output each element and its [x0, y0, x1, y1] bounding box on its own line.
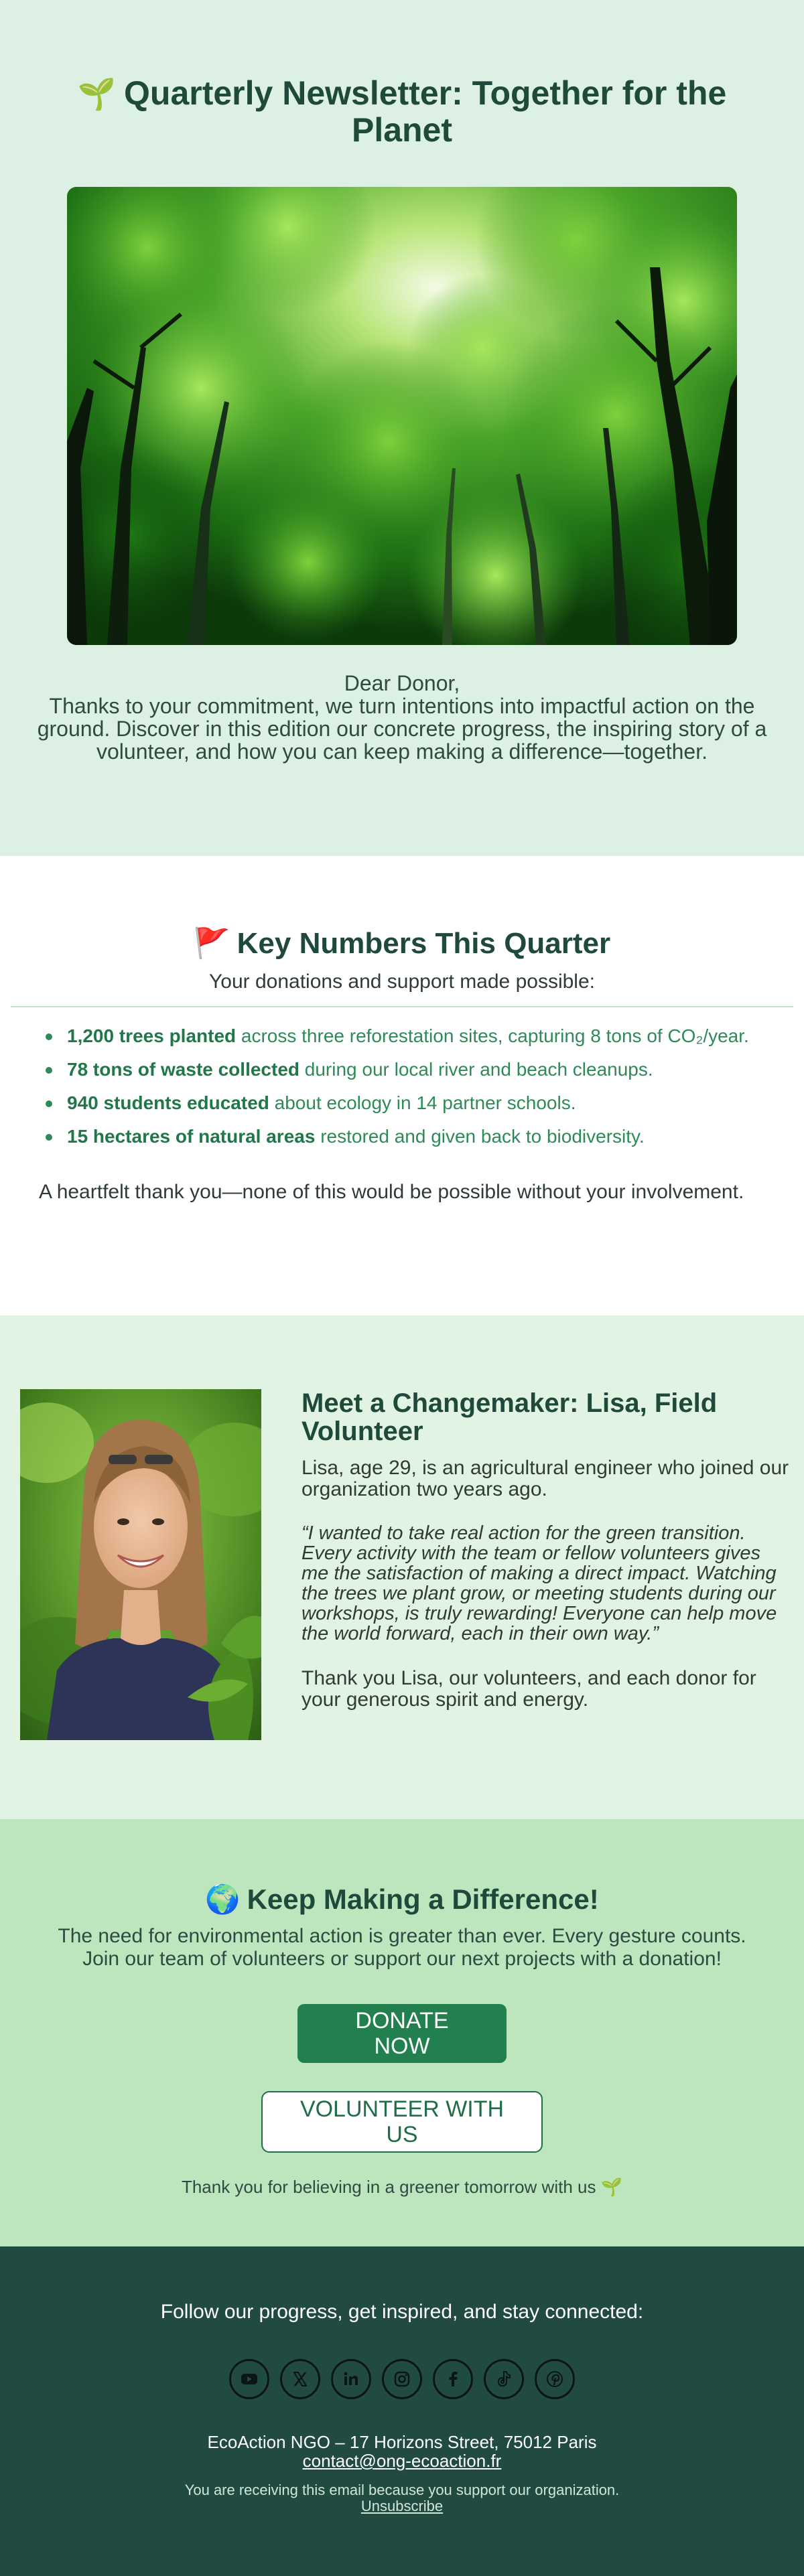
- stat-detail: about ecology in 14 partner schools.: [269, 1092, 576, 1113]
- changemaker-quote: “I wanted to take real action for the green transition. Every activity with the team or fellow volunteers gives me the satisfaction of making a direct impact. Watching the trees we plant grow, or meeting students during our workshops, is truly rewarding! Everyone can help move the world forward, each in their own way.”: [302, 1522, 777, 1644]
- intro-text: [34, 672, 770, 763]
- volunteer-photo: [20, 1389, 261, 1740]
- x-icon[interactable]: [280, 2359, 320, 2399]
- follow-text: Follow our progress, get inspired, and stay connected:: [160, 2301, 644, 2323]
- numbers-thanks: A heartfelt thank you—none of this would be possible without your involvement.: [39, 1181, 744, 1203]
- stat-detail: restored and given back to biodiversity.: [315, 1126, 645, 1147]
- newsletter-title: [67, 75, 737, 148]
- stat-highlight: 1,200 trees planted: [67, 1025, 237, 1046]
- youtube-icon[interactable]: [229, 2359, 269, 2399]
- newsletter-title-text: Quarterly Newsletter: Together for the Planet: [124, 74, 727, 149]
- stat-highlight: 940 students educated: [67, 1092, 269, 1113]
- footer: [0, 2246, 804, 2576]
- stat-highlight: 15 hectares of natural areas: [67, 1126, 316, 1147]
- subscription-notice: You are receiving this email because you support our organization.: [184, 2482, 620, 2498]
- changemaker-section: [0, 1315, 804, 1819]
- cta-text: The need for environmental action is greater than ever. Every gesture counts. Join our team of volunteers or support our next projects with a donation!: [58, 1925, 746, 1970]
- stats-list: [67, 1019, 804, 1153]
- globe-icon: 🌍: [205, 1883, 241, 1915]
- changemaker-title: Meet a Changemaker: Lisa, Field Volunteer: [302, 1388, 718, 1446]
- greeting-text: Dear Donor,: [344, 671, 460, 695]
- stat-item: [67, 1019, 804, 1053]
- tiktok-icon[interactable]: [484, 2359, 524, 2399]
- org-address: EcoAction NGO – 17 Horizons Street, 75012 Paris: [207, 2432, 597, 2452]
- donate-button[interactable]: DONATE NOW: [297, 2004, 507, 2063]
- cta-title: [0, 1883, 804, 1916]
- contact-email-link[interactable]: contact@ong-ecoaction.fr: [302, 2451, 502, 2471]
- flag-icon: 🚩: [193, 927, 230, 960]
- key-numbers-title-text: Key Numbers This Quarter: [237, 927, 611, 960]
- linkedin-icon[interactable]: [331, 2359, 371, 2399]
- intro-body: Thanks to your commitment, we turn intentions into impactful action on the ground. Discover in this edition our concrete progress, the inspiring story of a volunteer, and how you can keep making a difference—together.: [37, 694, 767, 764]
- cta-section: [0, 1819, 804, 2246]
- divider: [11, 1006, 793, 1007]
- key-numbers-section: [0, 856, 804, 1315]
- volunteer-button[interactable]: VOLUNTEER WITH US: [261, 2091, 543, 2153]
- social-links: [0, 2359, 804, 2399]
- cta-title-text: Keep Making a Difference!: [247, 1883, 599, 1915]
- key-numbers-subtitle: Your donations and support made possible:: [209, 971, 595, 993]
- stat-detail: during our local river and beach cleanups.: [299, 1059, 653, 1080]
- stat-item: [67, 1120, 804, 1153]
- stat-highlight: 78 tons of waste collected: [67, 1059, 299, 1080]
- stat-item: [67, 1053, 804, 1086]
- changemaker-intro: Lisa, age 29, is an agricultural engineer who joined our organization two years ago.: [302, 1457, 789, 1500]
- pinterest-icon[interactable]: [535, 2359, 575, 2399]
- forest-canopy-image: [67, 187, 737, 645]
- stat-item: [67, 1086, 804, 1120]
- changemaker-thanks: Thank you Lisa, our volunteers, and each donor for your generous spirit and energy.: [302, 1667, 756, 1711]
- key-numbers-title: [0, 927, 804, 960]
- hero-section: [0, 0, 804, 856]
- stat-detail: across three reforestation sites, capturing 8 tons of CO₂/year.: [236, 1025, 749, 1046]
- facebook-icon[interactable]: [433, 2359, 473, 2399]
- instagram-icon[interactable]: [382, 2359, 422, 2399]
- unsubscribe-link[interactable]: Unsubscribe: [360, 2498, 444, 2514]
- seedling-icon: 🌱: [77, 76, 117, 111]
- cta-footer-note: Thank you for believing in a greener tomorrow with us 🌱: [181, 2177, 623, 2197]
